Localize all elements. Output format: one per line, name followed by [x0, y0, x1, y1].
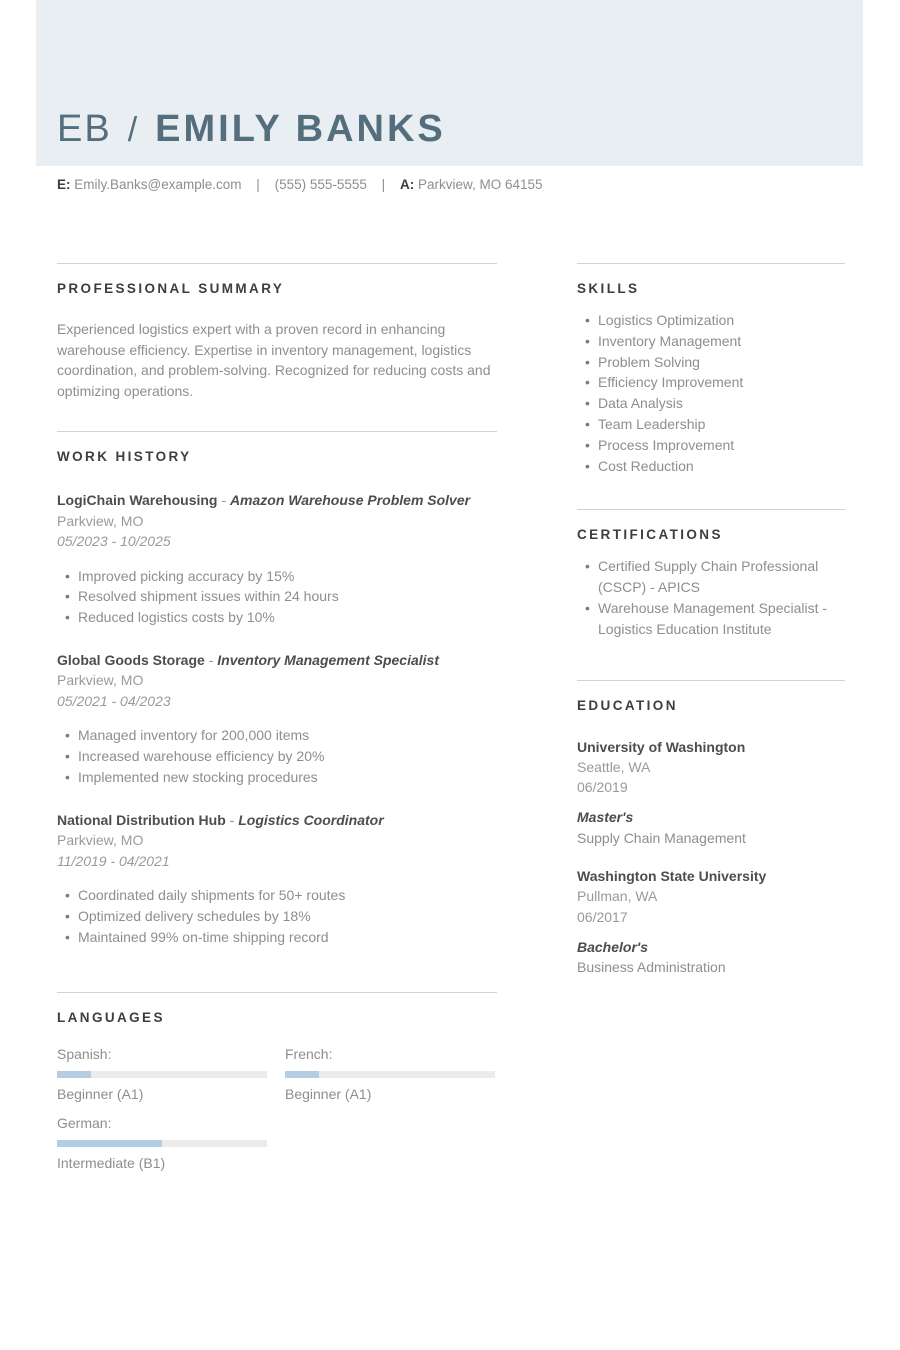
education-entry	[577, 737, 845, 848]
left-column	[57, 263, 497, 1184]
language-item	[285, 1046, 495, 1102]
job-bullet-list	[57, 725, 497, 787]
education-degree-block	[577, 807, 845, 848]
header-band	[36, 0, 863, 166]
job-heading	[57, 810, 497, 831]
section-divider	[57, 431, 497, 432]
skill-item: • Team Leadership	[585, 414, 845, 435]
resume-header	[57, 108, 446, 151]
certifications-list	[577, 556, 845, 639]
education-location: Seattle, WA	[577, 758, 651, 775]
content-columns	[57, 263, 845, 1184]
section-divider	[57, 263, 497, 264]
job-dash: -	[221, 492, 227, 508]
job-bullet: • Maintained 99% on-time shipping record	[65, 927, 497, 948]
job-location: Parkview, MO	[57, 672, 144, 689]
job-bullet: • Reduced logistics costs by 10%	[65, 607, 497, 628]
section-title-languages: LANGUAGES	[57, 1009, 165, 1025]
contact-divider: |	[256, 177, 260, 192]
education-entry	[577, 866, 845, 977]
skill-item: • Cost Reduction	[585, 456, 845, 477]
language-progress-track	[57, 1140, 267, 1147]
job-role: Amazon Warehouse Problem Solver	[229, 492, 471, 508]
language-item	[57, 1046, 267, 1102]
job-dates: 11/2019 - 04/2021	[57, 852, 170, 869]
job-bullet: • Managed inventory for 200,000 items	[65, 725, 497, 746]
job-dates: 05/2021 - 04/2023	[57, 692, 171, 709]
language-progress-fill	[285, 1071, 319, 1078]
language-progress-track	[285, 1071, 495, 1078]
job-bullet-list	[57, 566, 497, 628]
language-name: Spanish:	[57, 1045, 112, 1062]
section-title-skills: SKILLS	[577, 281, 640, 296]
languages-grid	[57, 1046, 497, 1184]
section-title-work-history: WORK HISTORY	[57, 449, 192, 464]
skills-list	[577, 310, 845, 476]
job-role: Logistics Coordinator	[238, 811, 384, 828]
language-progress-track	[57, 1071, 267, 1078]
job-heading	[57, 650, 497, 671]
education-degree-block	[577, 937, 845, 978]
job-bullet: • Increased warehouse efficiency by 20%	[65, 746, 497, 767]
job-entry	[57, 490, 497, 628]
section-title-education: EDUCATION	[577, 697, 678, 713]
job-bullet: • Implemented new stocking procedures	[65, 767, 497, 788]
summary-text: Experienced logistics expert with a proven record in enhancing warehouse efficiency. Expertise in inventory management, logistics coordination, and problem-solving. Recognized for reducing costs and optimizing operations.	[57, 321, 491, 399]
job-role: Inventory Management Specialist	[217, 651, 439, 668]
skill-item: • Efficiency Improvement	[585, 372, 845, 393]
skill-item: • Process Improvement	[585, 435, 845, 456]
job-entry	[57, 650, 497, 788]
column-gap	[497, 263, 577, 1184]
job-dash: -	[208, 651, 214, 668]
job-dates: 05/2023 - 10/2025	[57, 533, 171, 549]
job-company: Global Goods Storage	[57, 651, 205, 668]
page-title: EMILY BANKS	[155, 108, 446, 150]
job-bullet: • Resolved shipment issues within 24 hours	[65, 586, 497, 607]
name-separator: /	[127, 111, 140, 149]
job-bullet: • Coordinated daily shipments for 50+ routes	[65, 885, 497, 906]
language-progress-fill	[57, 1140, 162, 1147]
section-divider	[57, 992, 497, 993]
monogram-initials: EB	[57, 108, 112, 150]
language-level: Beginner (A1)	[57, 1085, 144, 1102]
job-bullet: • Optimized delivery schedules by 18%	[65, 906, 497, 927]
job-bullet-list	[57, 885, 497, 947]
job-entry	[57, 810, 497, 948]
contact-divider: |	[381, 177, 386, 192]
job-location: Parkview, MO	[57, 832, 144, 849]
education-date: 06/2017	[577, 908, 628, 925]
address-value: Parkview, MO 64155	[417, 177, 543, 192]
education-field: Supply Chain Management	[577, 829, 746, 846]
section-title-certifications: CERTIFICATIONS	[577, 527, 723, 543]
education-degree: Master's	[577, 809, 634, 826]
job-location: Parkview, MO	[57, 512, 144, 529]
section-divider	[577, 263, 845, 264]
language-name: German:	[57, 1114, 112, 1131]
language-progress-fill	[57, 1071, 91, 1078]
job-heading	[57, 490, 497, 511]
job-company: National Distribution Hub	[57, 811, 226, 828]
skill-item: • Logistics Optimization	[585, 310, 845, 331]
language-item	[57, 1115, 267, 1171]
education-school: Washington State University	[577, 868, 767, 885]
job-dash: -	[229, 811, 235, 828]
right-column	[577, 263, 845, 1184]
phone-value: (555) 555-5555	[274, 177, 367, 192]
certification-item: • Warehouse Management Specialist - Logistics Education Institute	[585, 598, 845, 640]
address-label: A:	[399, 177, 415, 192]
contact-line	[57, 177, 543, 192]
skill-item: • Inventory Management	[585, 331, 845, 352]
section-title-summary: PROFESSIONAL SUMMARY	[57, 281, 285, 296]
skill-item: • Problem Solving	[585, 352, 845, 373]
email-label: E:	[57, 177, 71, 192]
education-location: Pullman, WA	[577, 888, 658, 905]
section-divider	[577, 509, 845, 510]
skill-item: • Data Analysis	[585, 393, 845, 414]
education-degree: Bachelor's	[577, 938, 649, 955]
language-name: French:	[285, 1045, 333, 1062]
education-school: University of Washington	[577, 738, 746, 755]
email-value: Emily.Banks@example.com	[74, 177, 242, 192]
section-divider	[577, 680, 845, 681]
language-level: Intermediate (B1)	[57, 1154, 166, 1171]
job-company: LogiChain Warehousing	[57, 492, 218, 508]
education-field: Business Administration	[577, 959, 726, 976]
education-date: 06/2019	[577, 779, 628, 796]
language-level: Beginner (A1)	[285, 1085, 372, 1102]
certification-item: • Certified Supply Chain Professional (CSCP) - APICS	[585, 556, 845, 598]
job-bullet: • Improved picking accuracy by 15%	[65, 566, 497, 587]
